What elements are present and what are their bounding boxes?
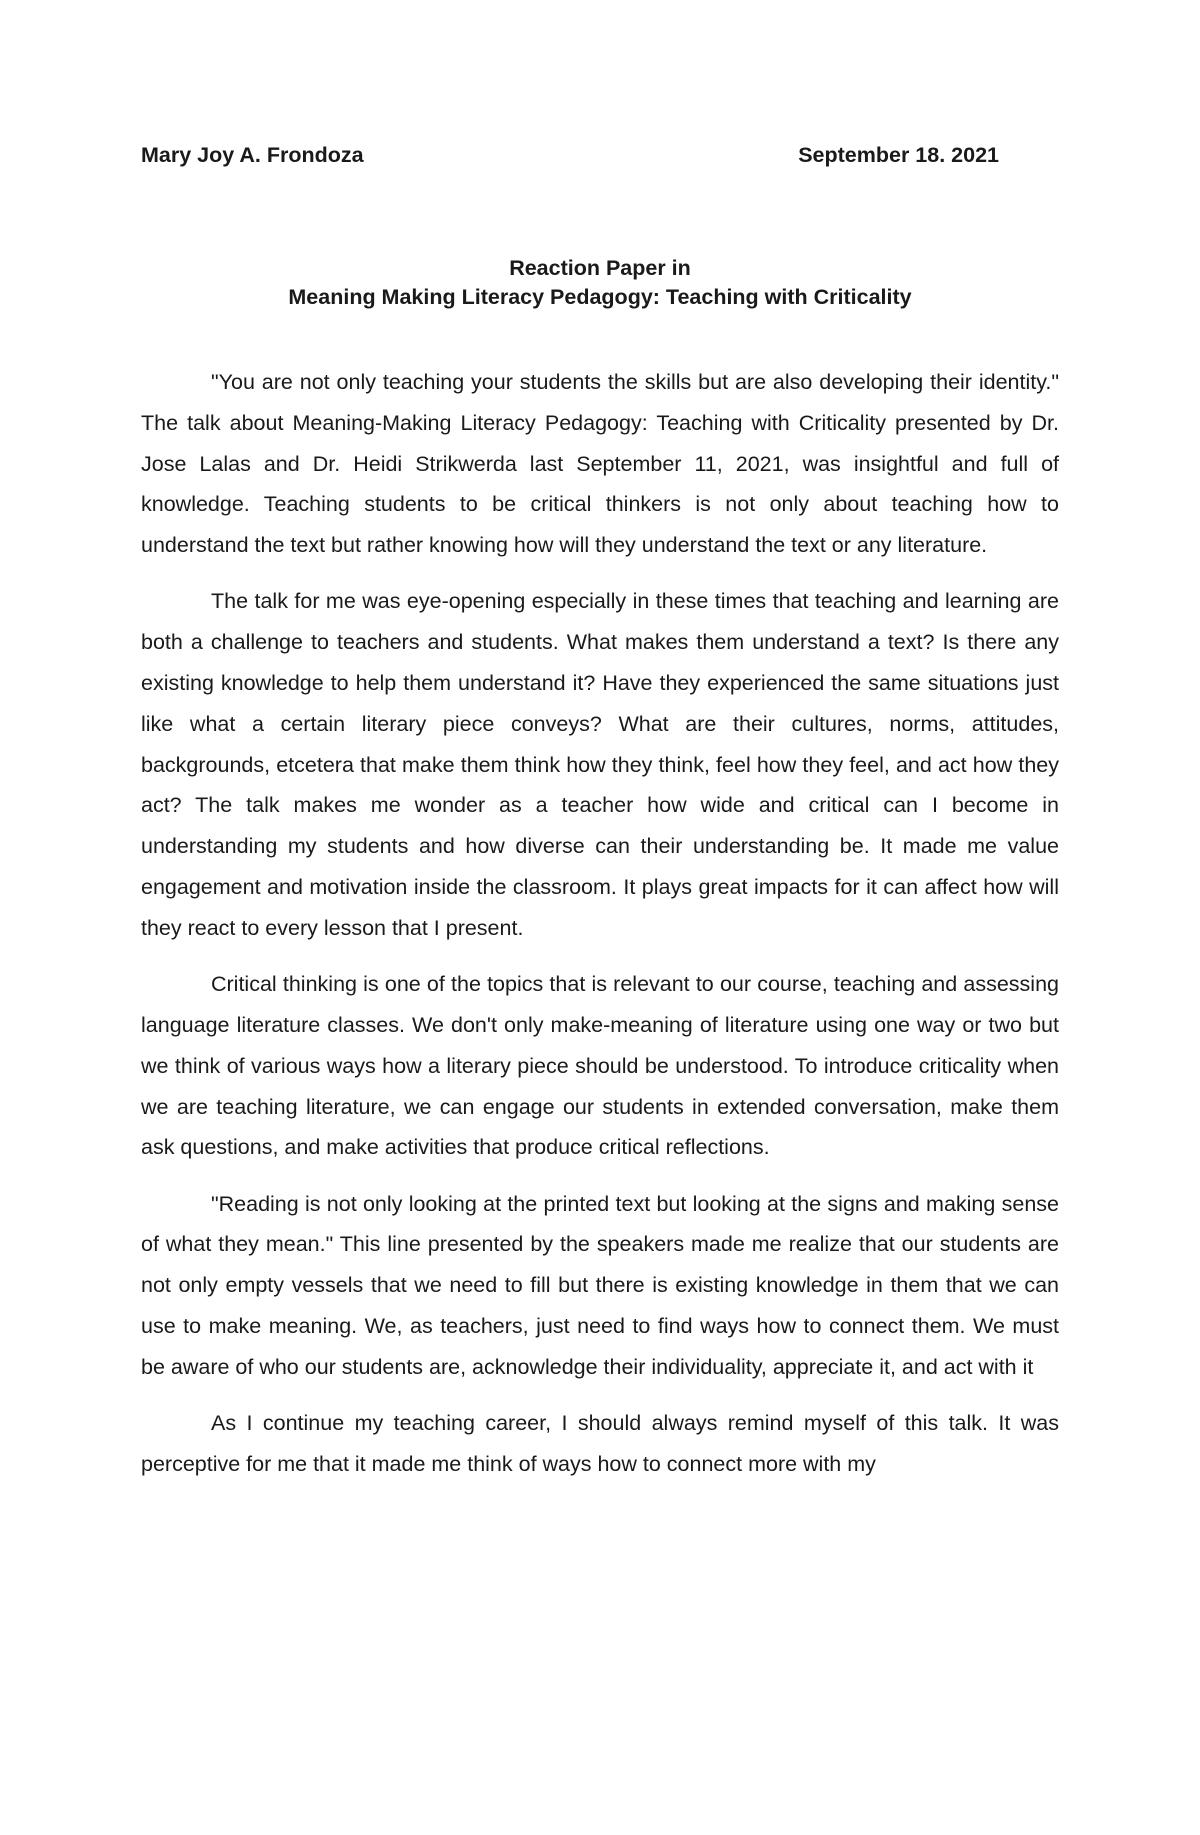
paragraph-1: "You are not only teaching your students the skills but are also developing their identity." The talk about Meaning-Making Literacy Pedagogy: Teaching with Criticality presented by Dr. Jose Lalas and Dr. Heidi Strikwerda last September 11, 2021, was insightful and full of knowledge. Teaching students to be critical thinkers is not only about teaching how to understand the text but rather knowing how will they understand the text or any literature.	[141, 370, 1059, 558]
paragraph-4: "Reading is not only looking at the printed text but looking at the signs and making sense of what they mean." This line presented by the speakers made me realize that our students are not only empty vessels that we need to fill but there is existing knowledge in them that we can use to make meaning. We, as teachers, just need to find ways how to connect them. We must be aware of who our students are, acknowledge their individuality, appreciate it, and act with it	[141, 1191, 1059, 1379]
author-name: Mary Joy A. Frondoza	[141, 143, 364, 167]
title-line-1: Reaction Paper in	[509, 256, 691, 280]
body-text	[141, 362, 1059, 1500]
header-row	[141, 143, 999, 173]
title-block	[141, 254, 1059, 312]
paragraph-2: The talk for me was eye-opening especially in these times that teaching and learning are both a challenge to teachers and students. What makes them understand a text? Is there any existing knowledge to help them understand it? Have they experienced the same situations just like what a certain literary piece conveys? What are their cultures, norms, attitudes, backgrounds, etcetera that make them think how they think, feel how they feel, and act how they act? The talk makes me wonder as a teacher how wide and critical can I become in understanding my students and how diverse can their understanding be. It made me value engagement and motivation inside the classroom. It plays great impacts for it can affect how will they react to every lesson that I present.	[141, 589, 1059, 940]
document-date: September 18. 2021	[798, 143, 999, 167]
title-line-2: Meaning Making Literacy Pedagogy: Teaching with Criticality	[288, 285, 912, 309]
paragraph-5: As I continue my teaching career, I should always remind myself of this talk. It was perceptive for me that it made me think of ways how to connect more with my	[141, 1411, 1059, 1476]
paragraph-3: Critical thinking is one of the topics that is relevant to our course, teaching and assessing language literature classes. We don't only make-meaning of literature using one way or two but we think of various ways how a literary piece should be understood. To introduce criticality when we are teaching literature, we can engage our students in extended conversation, make them ask questions, and make activities that produce critical reflections.	[141, 972, 1059, 1160]
